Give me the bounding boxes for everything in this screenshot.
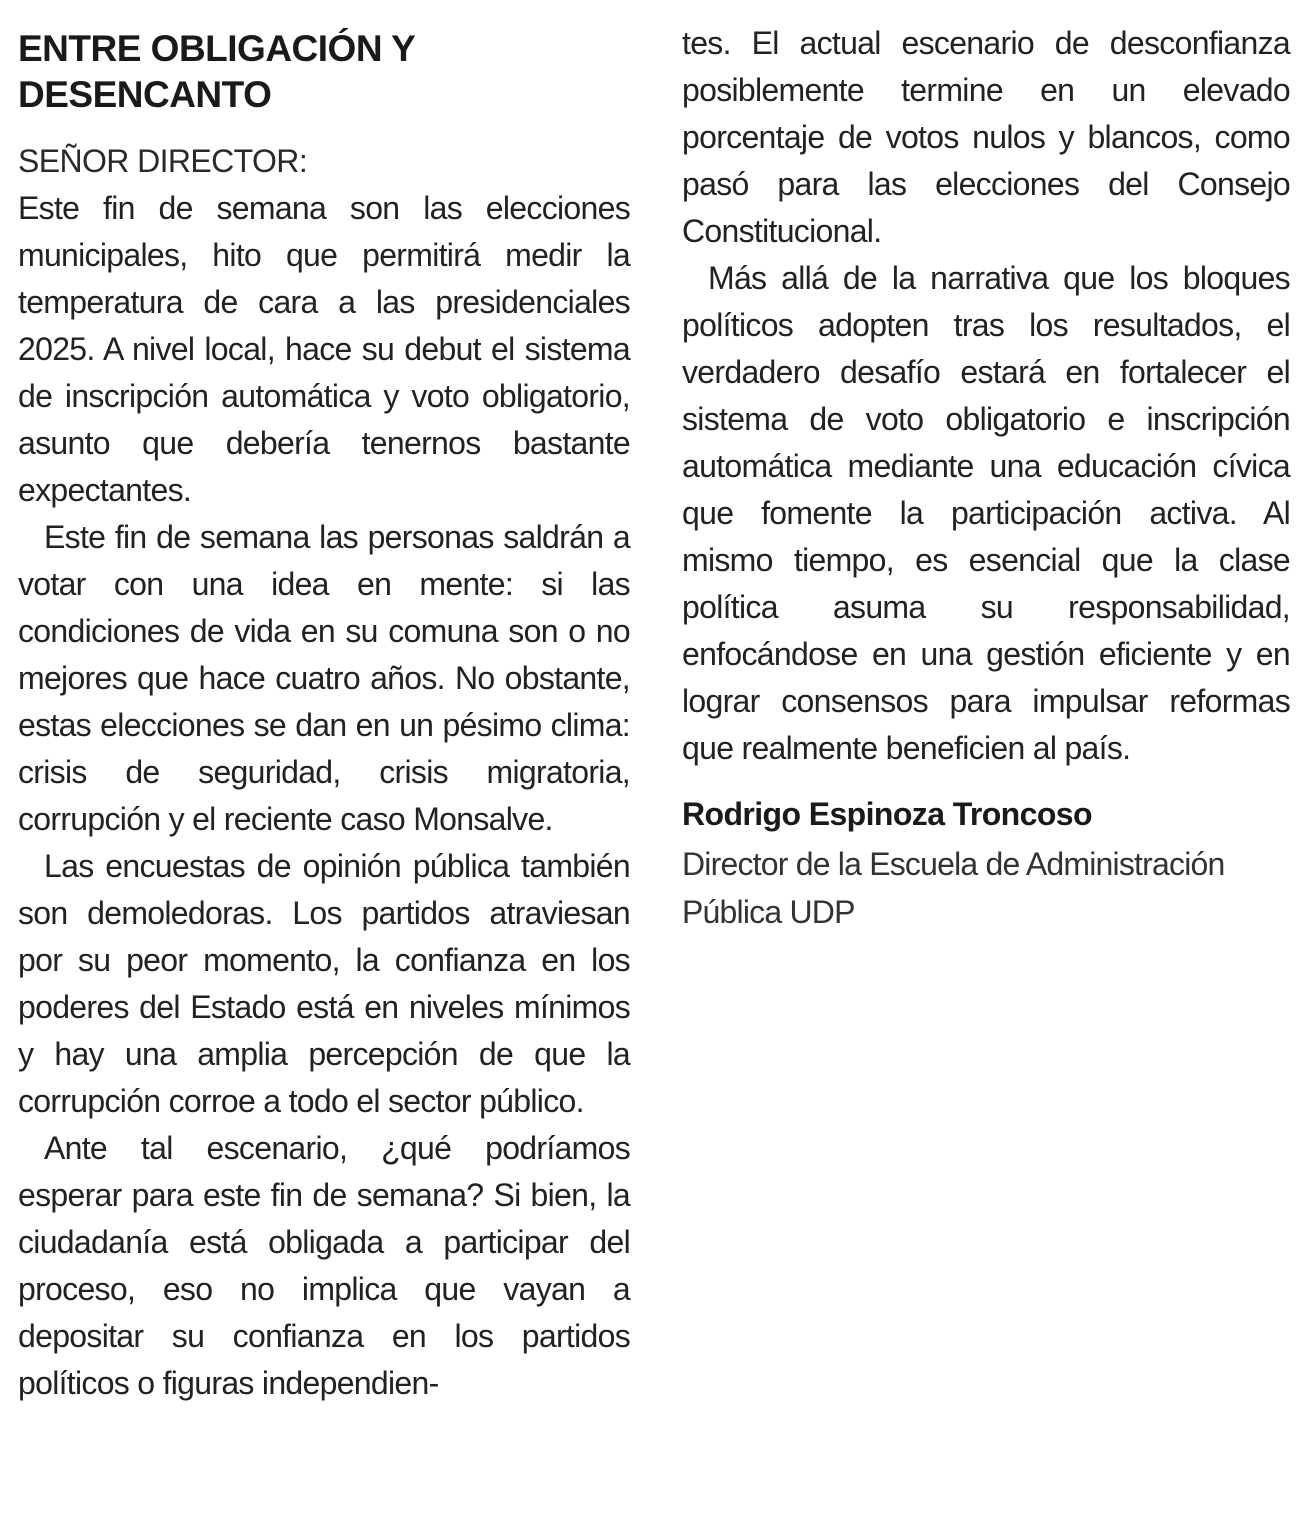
paragraph-4-continued: tes. El actual escenario de desconfianza posiblemente termine en un elevado porcentaje de votos nulos y blancos, como pasó para las elecciones del Consejo Constitucional.	[682, 25, 1290, 249]
paragraph-5: Más allá de la narrativa que los bloques políticos adopten tras los resultados, el verdadero desafío estará en fortalecer el sistema de voto obligatorio e inscripción automática mediante una educación cívica que fomente la participación activa. Al mismo tiempo, es esencial que la clase política asuma su responsabilidad, enfocándose en una gestión eficiente y en lograr consensos para impulsar reformas que realmente beneficien al país.	[682, 260, 1290, 766]
author-role: Director de la Escuela de Administración Pública UDP	[682, 846, 1225, 930]
headline: ENTRE OBLIGACIÓN Y DESENCANTO	[18, 28, 415, 115]
left-column	[18, 22, 630, 1407]
paragraph-2: Este fin de semana las personas saldrán a votar con una idea en mente: si las condiciones de vida en su comuna son o no mejores que hace cuatro años. No obstante, estas elecciones se dan en un pésimo clima: crisis de seguridad, crisis migratoria, corrupción y el reciente caso Monsalve.	[18, 519, 630, 837]
author-name: Rodrigo Espinoza Troncoso	[682, 796, 1092, 832]
right-column	[682, 20, 1290, 936]
paragraph-3: Las encuestas de opinión pública también son demoledoras. Los partidos atraviesan por su peor momento, la confianza en los poderes del Estado está en niveles mínimos y hay una amplia percepción de que la corrupción corroe a todo el sector público.	[18, 848, 630, 1119]
salutation: SEÑOR DIRECTOR:	[18, 143, 308, 179]
paragraph-4-start: Ante tal escenario, ¿qué podríamos esperar para este fin de semana? Si bien, la ciudadanía está obligada a participar del proceso, eso no implica que vayan a depositar su confianza en los partidos políticos o figuras independien-	[18, 1130, 630, 1401]
paragraph-1: Este fin de semana son las elecciones municipales, hito que permitirá medir la temperatura de cara a las presidenciales 2025. A nivel local, hace su debut el sistema de inscripción automática y voto obligatorio, asunto que debería tenernos bastante expectantes.	[18, 190, 630, 508]
